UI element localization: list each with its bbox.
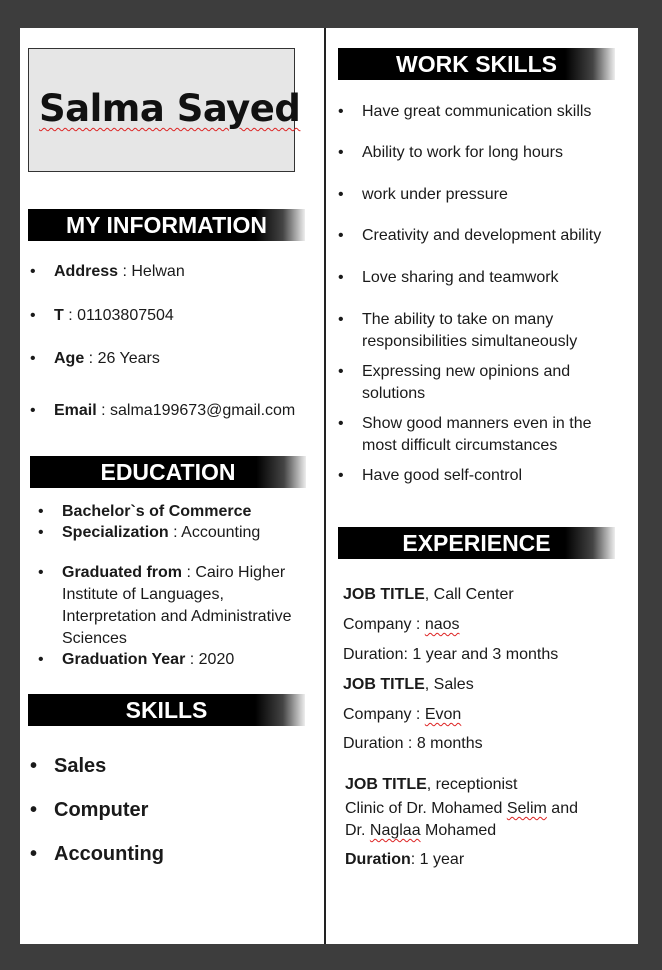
edu-grad-line3: Interpretation and Administrative: [62, 608, 292, 625]
job3-clinic-line2: Dr. Naglaa Mohamed: [345, 822, 497, 839]
job2-company: Company : Evon: [343, 706, 462, 723]
work-skill-item: • work under pressure: [362, 184, 508, 206]
skill-item: • Computer: [54, 799, 148, 821]
work-skill-item: • Love sharing and teamwork: [362, 267, 559, 289]
edu-specialization: • Specialization : Accounting: [62, 522, 260, 544]
info-email: • Email : salma199673@gmail.com: [54, 400, 295, 422]
work-skill-continuation: responsibilities simultaneously: [362, 333, 578, 350]
info-phone: • T : 01103807504: [54, 305, 174, 327]
job1-title: JOB TITLE, Call Center: [343, 586, 514, 603]
edu-grad-line4: Sciences: [62, 630, 127, 647]
work-skill-continuation: solutions: [362, 385, 426, 402]
edu-degree: • Bachelor`s of Commerce: [62, 501, 251, 523]
skill-item: • Sales: [54, 755, 106, 777]
edu-grad-line2: Institute of Languages,: [62, 586, 224, 603]
work-skill-item: • Have great communication skills: [362, 101, 591, 123]
work-skill-item: • Have good self-control: [362, 465, 522, 487]
info-age: • Age : 26 Years: [54, 348, 160, 370]
work-skill-item: • The ability to take on many: [362, 309, 553, 331]
work-skill-item: • Ability to work for long hours: [362, 142, 563, 164]
edu-graduated-from: • Graduated from : Cairo Higher: [62, 562, 285, 584]
job3-title: JOB TITLE, receptionist: [345, 776, 518, 793]
job1-company: Company : naos: [343, 616, 460, 633]
work-skill-item: • Expressing new opinions and: [362, 361, 570, 383]
job3-duration: Duration: 1 year: [345, 851, 465, 868]
work-skill-item: • Creativity and development ability: [362, 225, 601, 247]
work-skill-item: • Show good manners even in the: [362, 413, 591, 435]
name-box: [28, 48, 301, 172]
header-skills: SKILLS: [28, 694, 305, 726]
job3-clinic-line1: Clinic of Dr. Mohamed Selim and: [345, 800, 578, 817]
candidate-name: Salma Sayed: [39, 87, 301, 130]
job2-title: JOB TITLE, Sales: [343, 676, 474, 693]
header-my-information: MY INFORMATION: [28, 209, 305, 241]
job2-duration: Duration : 8 months: [343, 735, 483, 752]
header-work-skills: WORK SKILLS: [338, 48, 615, 80]
skill-item: • Accounting: [54, 843, 164, 865]
edu-graduation-year: • Graduation Year : 2020: [62, 649, 234, 671]
info-address: • Address : Helwan: [54, 261, 185, 283]
work-skill-continuation: most difficult circumstances: [362, 437, 558, 454]
job1-duration: Duration: 1 year and 3 months: [343, 646, 559, 663]
header-education: EDUCATION: [30, 456, 306, 488]
column-divider: [324, 28, 326, 944]
header-experience: EXPERIENCE: [338, 527, 615, 559]
